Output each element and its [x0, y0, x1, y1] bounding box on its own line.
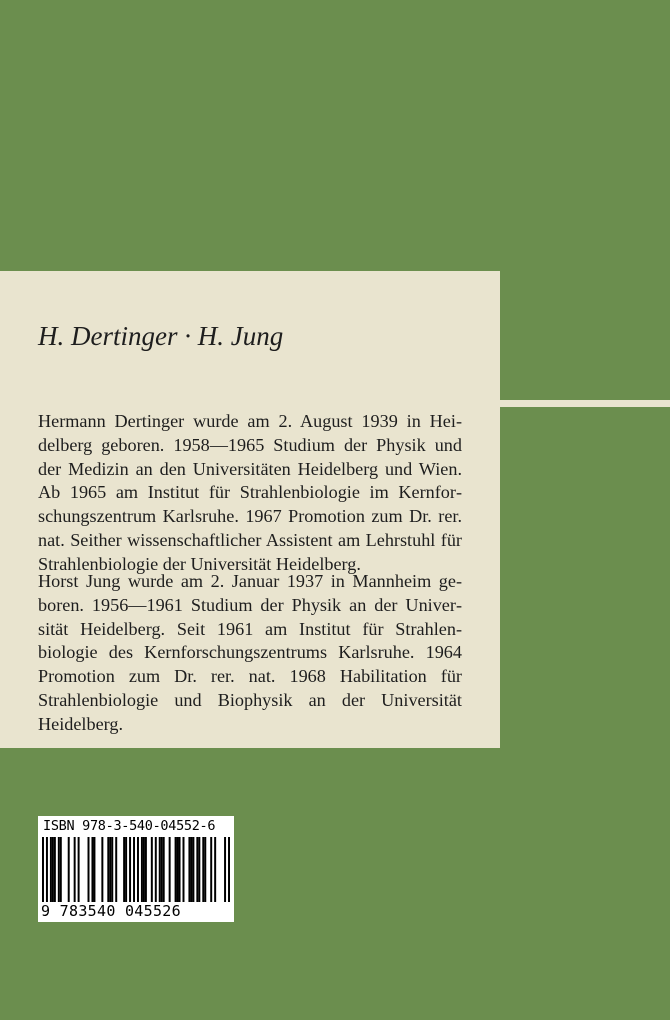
barcode-bar	[202, 837, 204, 903]
author-bio-jung: Horst Jung wurde am 2. Januar 1937 in Mannheim geboren. 1956—1961 Studium der Physik an der Universität Heidelberg. Seit 1961 am Institut für Strahlenbiologie des Kernforschungszentrums Karlsruhe. 1964 Promotion zum Dr. rer. nat. 1968 Habilitation für Strahlenbiologie und Biophysik an der Universität Heidelberg.	[38, 571, 462, 734]
isbn-barcode	[38, 816, 234, 922]
barcode-bar	[91, 837, 93, 903]
author-bio-dertinger: Hermann Dertinger wurde am 2. August 1939 in Heidelberg geboren. 1958—1965 Studium der Physik und der Medizin an den Universitäten Heidelberg und Wien. Ab 1965 am Institut für Strahlenbiologie im Kernforschungszentrum Karlsruhe. 1967 Promotion zum Dr. rer. nat. Seither wissenschaftlicher Assistent am Lehrstuhl für Strahlenbiologie der Universität Heidelberg.	[38, 411, 462, 574]
barcode-bar	[115, 837, 117, 903]
barcode-bar	[60, 837, 62, 903]
barcode-bar	[183, 837, 185, 903]
barcode-bar	[141, 837, 143, 903]
barcode-bar	[109, 837, 111, 903]
author-names: H. Dertinger · H. Jung	[38, 321, 284, 351]
barcode-bar	[88, 837, 90, 903]
barcode-bar	[58, 837, 60, 903]
barcode-bar	[78, 837, 80, 903]
barcode-bar	[214, 837, 216, 903]
barcode-bar	[163, 837, 165, 903]
barcode-bar	[107, 837, 109, 903]
barcode-bar	[151, 837, 153, 903]
ean-digits: 9 783540 045526	[41, 902, 231, 920]
barcode-bar	[177, 837, 179, 903]
barcode-bar	[161, 837, 163, 903]
isbn-label: ISBN 978-3-540-04552-6	[43, 818, 216, 834]
barcode-bar	[155, 837, 157, 903]
barcode-bar	[68, 837, 70, 903]
barcode-bar	[125, 837, 127, 903]
barcode-bar	[179, 837, 181, 903]
barcode-bar	[111, 837, 113, 903]
barcode-bar	[93, 837, 95, 903]
barcode-bar	[196, 837, 198, 903]
barcode-bar	[52, 837, 54, 903]
barcode-bar	[169, 837, 171, 903]
barcode-bar	[204, 837, 206, 903]
barcode-bar	[74, 837, 76, 903]
barcode-bar	[188, 837, 190, 903]
barcode-bar	[101, 837, 103, 903]
barcode-bar	[210, 837, 212, 903]
barcode-bar	[143, 837, 145, 903]
barcode-bar	[198, 837, 200, 903]
barcode-bar	[54, 837, 56, 903]
barcode-bar	[190, 837, 192, 903]
panel-divider-stripe	[0, 400, 670, 407]
barcode-bar	[50, 837, 52, 903]
barcode-bar	[129, 837, 131, 903]
barcode-bar	[123, 837, 125, 903]
barcode-bar	[159, 837, 161, 903]
barcode-bar	[175, 837, 177, 903]
barcode-bar	[145, 837, 147, 903]
barcode-bar	[192, 837, 194, 903]
